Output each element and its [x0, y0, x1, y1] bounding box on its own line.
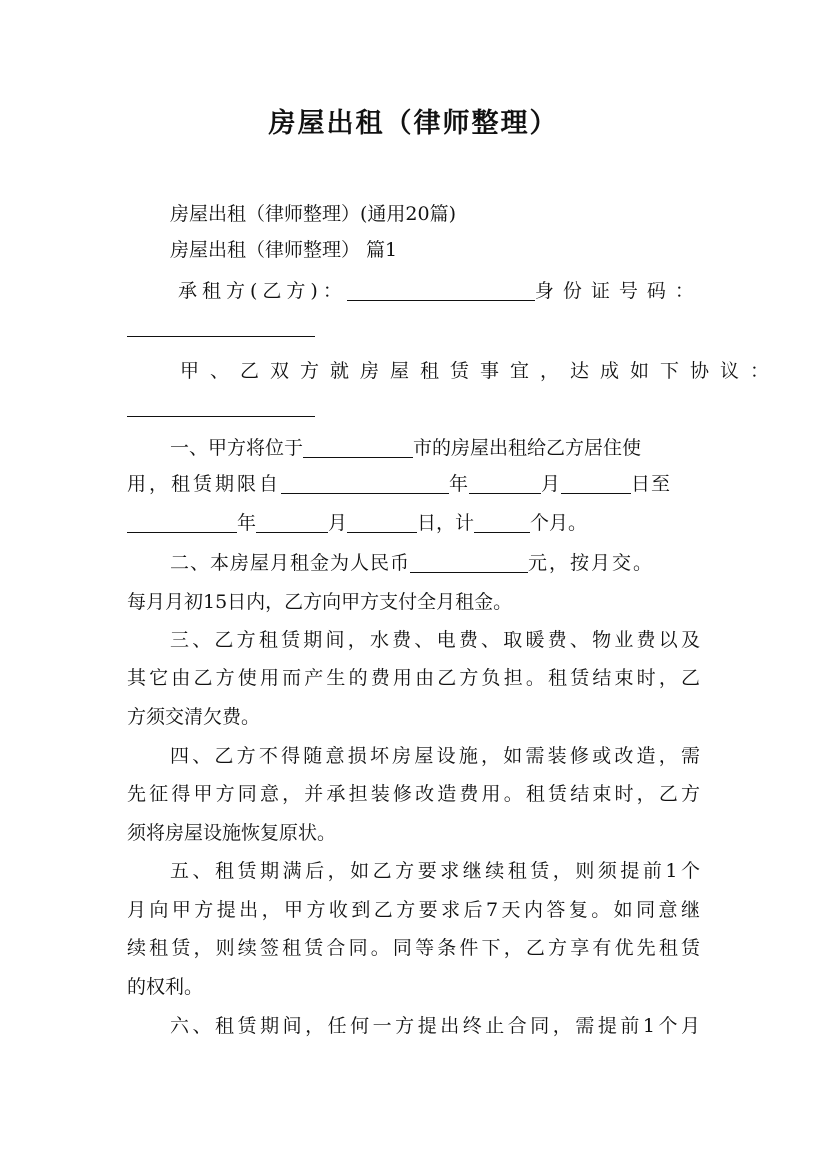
tenant-line	[178, 273, 703, 309]
clause-1-line-1	[170, 430, 700, 466]
start-year-blank	[281, 473, 449, 494]
paragraph-line: 三、乙方租赁期间，水费、电费、取暖费、物业费以及	[170, 629, 700, 651]
clause-text: 日至	[631, 473, 672, 495]
clause-text: 年	[237, 512, 257, 534]
paragraph-line: 房屋出租（律师整理）(通用20篇)	[170, 203, 457, 225]
end-day-blank	[347, 512, 417, 533]
blank-line	[127, 389, 700, 425]
start-month-blank	[469, 473, 541, 494]
clause-text: 市的房屋出租给乙方居住使	[413, 437, 642, 459]
end-year-blank	[127, 512, 237, 533]
clause-1-line-3	[127, 505, 700, 541]
tenant-name-blank	[347, 280, 535, 301]
paragraph-line: 每月月初15日内，乙方向甲方支付全月租金。	[127, 591, 513, 613]
paragraph-line: 五、租赁期满后，如乙方要求继续租赁，则须提前1个	[170, 860, 700, 882]
end-month-blank	[256, 512, 328, 533]
duration-blank	[474, 512, 530, 533]
clause-text: 月	[541, 473, 562, 495]
clause-text: 个月。	[530, 512, 588, 534]
clause-1-line-2	[127, 466, 700, 502]
document-title: 房屋出租（律师整理）	[268, 108, 559, 139]
paragraph-line: 四、乙方不得随意损坏房屋设施，如需装修或改造，需	[170, 745, 700, 767]
paragraph-line: 月向甲方提出，甲方收到乙方要求后7天内答复。如同意继	[127, 899, 700, 921]
clause-text: 用，租赁期限自	[127, 473, 282, 495]
agreement-blank	[127, 396, 315, 417]
blank-line	[127, 309, 700, 345]
paragraph-line: 六、租赁期间，任何一方提出终止合同，需提前1个月	[170, 1015, 700, 1037]
clause-text: 月	[328, 512, 348, 534]
clause-2-line-1	[170, 545, 700, 581]
location-blank	[303, 437, 413, 458]
clause-text: 日，计	[417, 512, 475, 534]
tenant-label: 承租方(乙方)：	[178, 280, 347, 302]
id-number-label: 身份证号码：	[534, 280, 703, 302]
clause-text: 二、本房屋月租金为人民币	[170, 552, 411, 574]
rent-amount-blank	[410, 552, 528, 573]
paragraph-line: 续租赁，则续签租赁合同。同等条件下，乙方享有优先租赁	[127, 937, 700, 959]
paragraph-line: 房屋出租（律师整理） 篇1	[170, 239, 398, 261]
start-day-blank	[561, 473, 631, 494]
paragraph-line: 方须交清欠费。	[127, 706, 261, 728]
clause-text: 元，按月交。	[528, 552, 655, 574]
paragraph-line: 先征得甲方同意，并承担装修改造费用。租赁结束时，乙方	[127, 783, 700, 805]
paragraph-line: 其它由乙方使用而产生的费用由乙方负担。租赁结束时，乙	[127, 667, 700, 689]
paragraph-line: 须将房屋设施恢复原状。	[127, 822, 337, 844]
paragraph-line: 的权利。	[127, 976, 204, 998]
clause-text: 年	[449, 473, 470, 495]
paragraph-line: 甲、乙双方就房屋租赁事宜，达成如下协议：	[180, 360, 781, 382]
id-number-blank	[127, 316, 315, 337]
clause-text: 一、甲方将位于	[170, 437, 304, 459]
